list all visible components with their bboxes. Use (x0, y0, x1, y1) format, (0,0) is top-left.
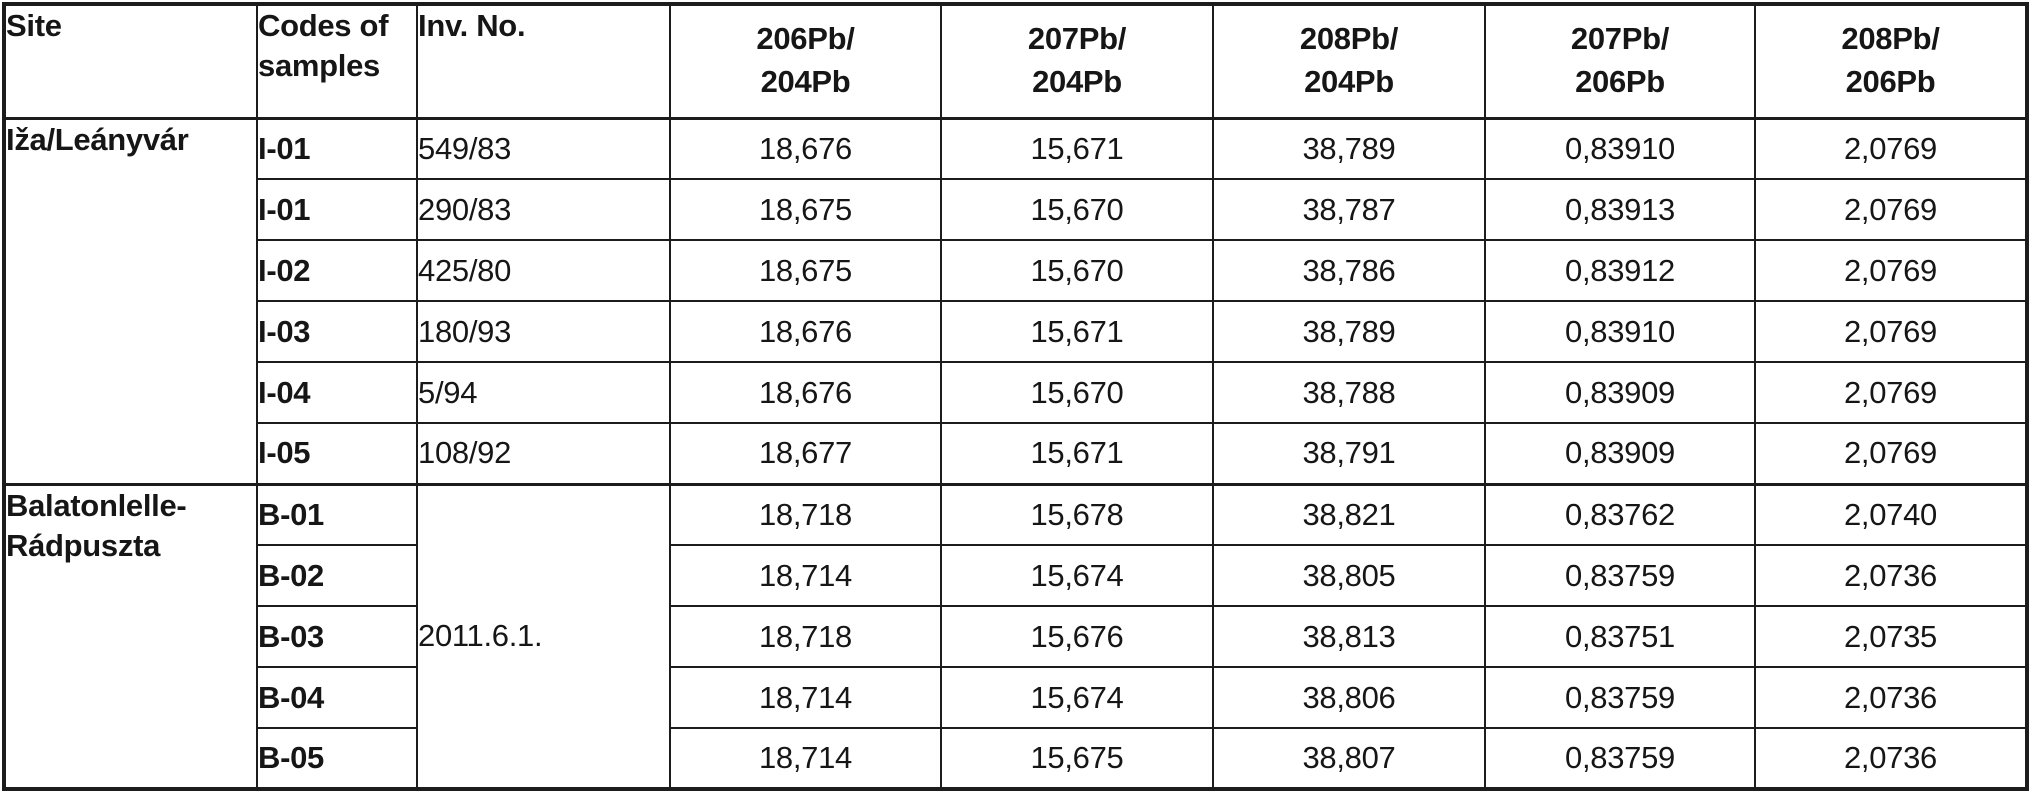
value-cell-207pb-204pb: 15,671 (941, 301, 1213, 362)
table-row (4, 545, 2027, 606)
column-header-207pb-206pb (1485, 4, 1755, 118)
column-header-inv-no: Inv. No. (417, 4, 670, 118)
value-cell-207pb-204pb: 15,676 (941, 606, 1213, 667)
table-header-row (4, 4, 2027, 118)
value-cell-207pb-206pb: 0,83751 (1485, 606, 1755, 667)
value-cell-206pb-204pb: 18,714 (670, 728, 941, 789)
ratio-header-line: 204Pb (1304, 64, 1394, 100)
sample-code-cell: B-04 (257, 667, 417, 728)
ratio-header-line: 204Pb (760, 64, 851, 100)
ratio-header-line: 206Pb (1845, 64, 1936, 100)
value-cell-208pb-204pb: 38,821 (1213, 484, 1485, 545)
inv-no-cell: 549/83 (417, 118, 670, 179)
table-row (4, 667, 2027, 728)
value-cell-206pb-204pb: 18,676 (670, 301, 941, 362)
sample-code-cell: B-05 (257, 728, 417, 789)
sample-code-cell: B-02 (257, 545, 417, 606)
value-cell-208pb-204pb: 38,805 (1213, 545, 1485, 606)
inv-no-cell: 108/92 (417, 423, 670, 484)
table-row (4, 240, 2027, 301)
value-cell-207pb-204pb: 15,674 (941, 667, 1213, 728)
ratio-header-line: 208Pb/ (1299, 21, 1399, 57)
column-header-codes-of-samples: Codes of samples (257, 4, 417, 118)
value-cell-207pb-206pb: 0,83909 (1485, 423, 1755, 484)
ratio-header-line: 208Pb/ (1841, 21, 1940, 57)
value-cell-208pb-204pb: 38,813 (1213, 606, 1485, 667)
value-cell-206pb-204pb: 18,676 (670, 362, 941, 423)
value-cell-207pb-206pb: 0,83759 (1485, 728, 1755, 789)
value-cell-207pb-204pb: 15,670 (941, 179, 1213, 240)
sample-code-cell: I-01 (257, 179, 417, 240)
site-cell-iza-leanyvar (4, 118, 257, 484)
value-cell-206pb-204pb: 18,677 (670, 423, 941, 484)
value-cell-208pb-206pb: 2,0736 (1755, 728, 2027, 789)
value-cell-206pb-204pb: 18,714 (670, 545, 941, 606)
value-cell-207pb-204pb: 15,670 (941, 362, 1213, 423)
value-cell-206pb-204pb: 18,714 (670, 667, 941, 728)
sample-code-cell: I-03 (257, 301, 417, 362)
value-cell-207pb-204pb: 15,671 (941, 118, 1213, 179)
value-cell-207pb-204pb: 15,674 (941, 545, 1213, 606)
column-header-208pb-204pb (1213, 4, 1485, 118)
value-cell-208pb-206pb: 2,0769 (1755, 362, 2027, 423)
value-cell-207pb-206pb: 0,83912 (1485, 240, 1755, 301)
value-cell-208pb-206pb: 2,0736 (1755, 667, 2027, 728)
value-cell-207pb-206pb: 0,83762 (1485, 484, 1755, 545)
value-cell-208pb-206pb: 2,0740 (1755, 484, 2027, 545)
value-cell-208pb-206pb: 2,0769 (1755, 423, 2027, 484)
value-cell-208pb-206pb: 2,0769 (1755, 301, 2027, 362)
table-row (4, 301, 2027, 362)
value-cell-208pb-206pb: 2,0735 (1755, 606, 2027, 667)
table-row (4, 484, 2027, 545)
value-cell-208pb-204pb: 38,791 (1213, 423, 1485, 484)
table-row (4, 362, 2027, 423)
site-name-line: Rádpuszta (6, 528, 161, 564)
table-row (4, 728, 2027, 789)
ratio-header-line: 206Pb (1575, 64, 1665, 100)
table-row (4, 606, 2027, 667)
value-cell-206pb-204pb: 18,676 (670, 118, 941, 179)
ratio-header-line: 206Pb/ (756, 21, 855, 57)
sample-code-cell: B-03 (257, 606, 417, 667)
value-cell-208pb-204pb: 38,786 (1213, 240, 1485, 301)
value-cell-207pb-204pb: 15,671 (941, 423, 1213, 484)
inv-no-cell: 425/80 (417, 240, 670, 301)
site-name-line: Iža/Leányvár (6, 121, 189, 157)
value-cell-208pb-204pb: 38,789 (1213, 301, 1485, 362)
table-row (4, 423, 2027, 484)
value-cell-208pb-206pb: 2,0769 (1755, 240, 2027, 301)
lead-isotope-table (2, 2, 2029, 791)
inv-no-cell: 290/83 (417, 179, 670, 240)
ratio-header-line: 204Pb (1032, 64, 1122, 100)
inv-no-cell: 180/93 (417, 301, 670, 362)
value-cell-206pb-204pb: 18,675 (670, 179, 941, 240)
value-cell-208pb-206pb: 2,0769 (1755, 179, 2027, 240)
value-cell-207pb-206pb: 0,83910 (1485, 301, 1755, 362)
value-cell-208pb-204pb: 38,787 (1213, 179, 1485, 240)
sample-code-cell: I-04 (257, 362, 417, 423)
column-header-site: Site (4, 4, 257, 118)
value-cell-208pb-204pb: 38,789 (1213, 118, 1485, 179)
value-cell-207pb-204pb: 15,670 (941, 240, 1213, 301)
column-header-208pb-206pb (1755, 4, 2027, 118)
site-cell-balatonlelle-radpuszta (4, 484, 257, 789)
column-header-207pb-204pb (941, 4, 1213, 118)
inv-no-cell: 5/94 (417, 362, 670, 423)
value-cell-207pb-206pb: 0,83913 (1485, 179, 1755, 240)
value-cell-208pb-204pb: 38,806 (1213, 667, 1485, 728)
sample-code-cell: I-01 (257, 118, 417, 179)
column-header-206pb-204pb (670, 4, 941, 118)
value-cell-207pb-206pb: 0,83909 (1485, 362, 1755, 423)
value-cell-208pb-206pb: 2,0736 (1755, 545, 2027, 606)
inv-no-merged-cell: 2011.6.1. (417, 484, 670, 789)
value-cell-207pb-206pb: 0,83759 (1485, 667, 1755, 728)
value-cell-208pb-204pb: 38,807 (1213, 728, 1485, 789)
value-cell-208pb-204pb: 38,788 (1213, 362, 1485, 423)
table-row (4, 179, 2027, 240)
ratio-header-line: 207Pb/ (1570, 21, 1670, 57)
value-cell-207pb-206pb: 0,83910 (1485, 118, 1755, 179)
page-background (0, 2, 2031, 792)
sample-code-cell: I-05 (257, 423, 417, 484)
value-cell-206pb-204pb: 18,675 (670, 240, 941, 301)
value-cell-207pb-204pb: 15,675 (941, 728, 1213, 789)
value-cell-207pb-206pb: 0,83759 (1485, 545, 1755, 606)
site-name-line: Balatonlelle- (6, 487, 187, 523)
value-cell-206pb-204pb: 18,718 (670, 606, 941, 667)
ratio-header-line: 207Pb/ (1027, 21, 1127, 57)
sample-code-cell: B-01 (257, 484, 417, 545)
value-cell-207pb-204pb: 15,678 (941, 484, 1213, 545)
table-row (4, 118, 2027, 179)
value-cell-208pb-206pb: 2,0769 (1755, 118, 2027, 179)
sample-code-cell: I-02 (257, 240, 417, 301)
value-cell-206pb-204pb: 18,718 (670, 484, 941, 545)
